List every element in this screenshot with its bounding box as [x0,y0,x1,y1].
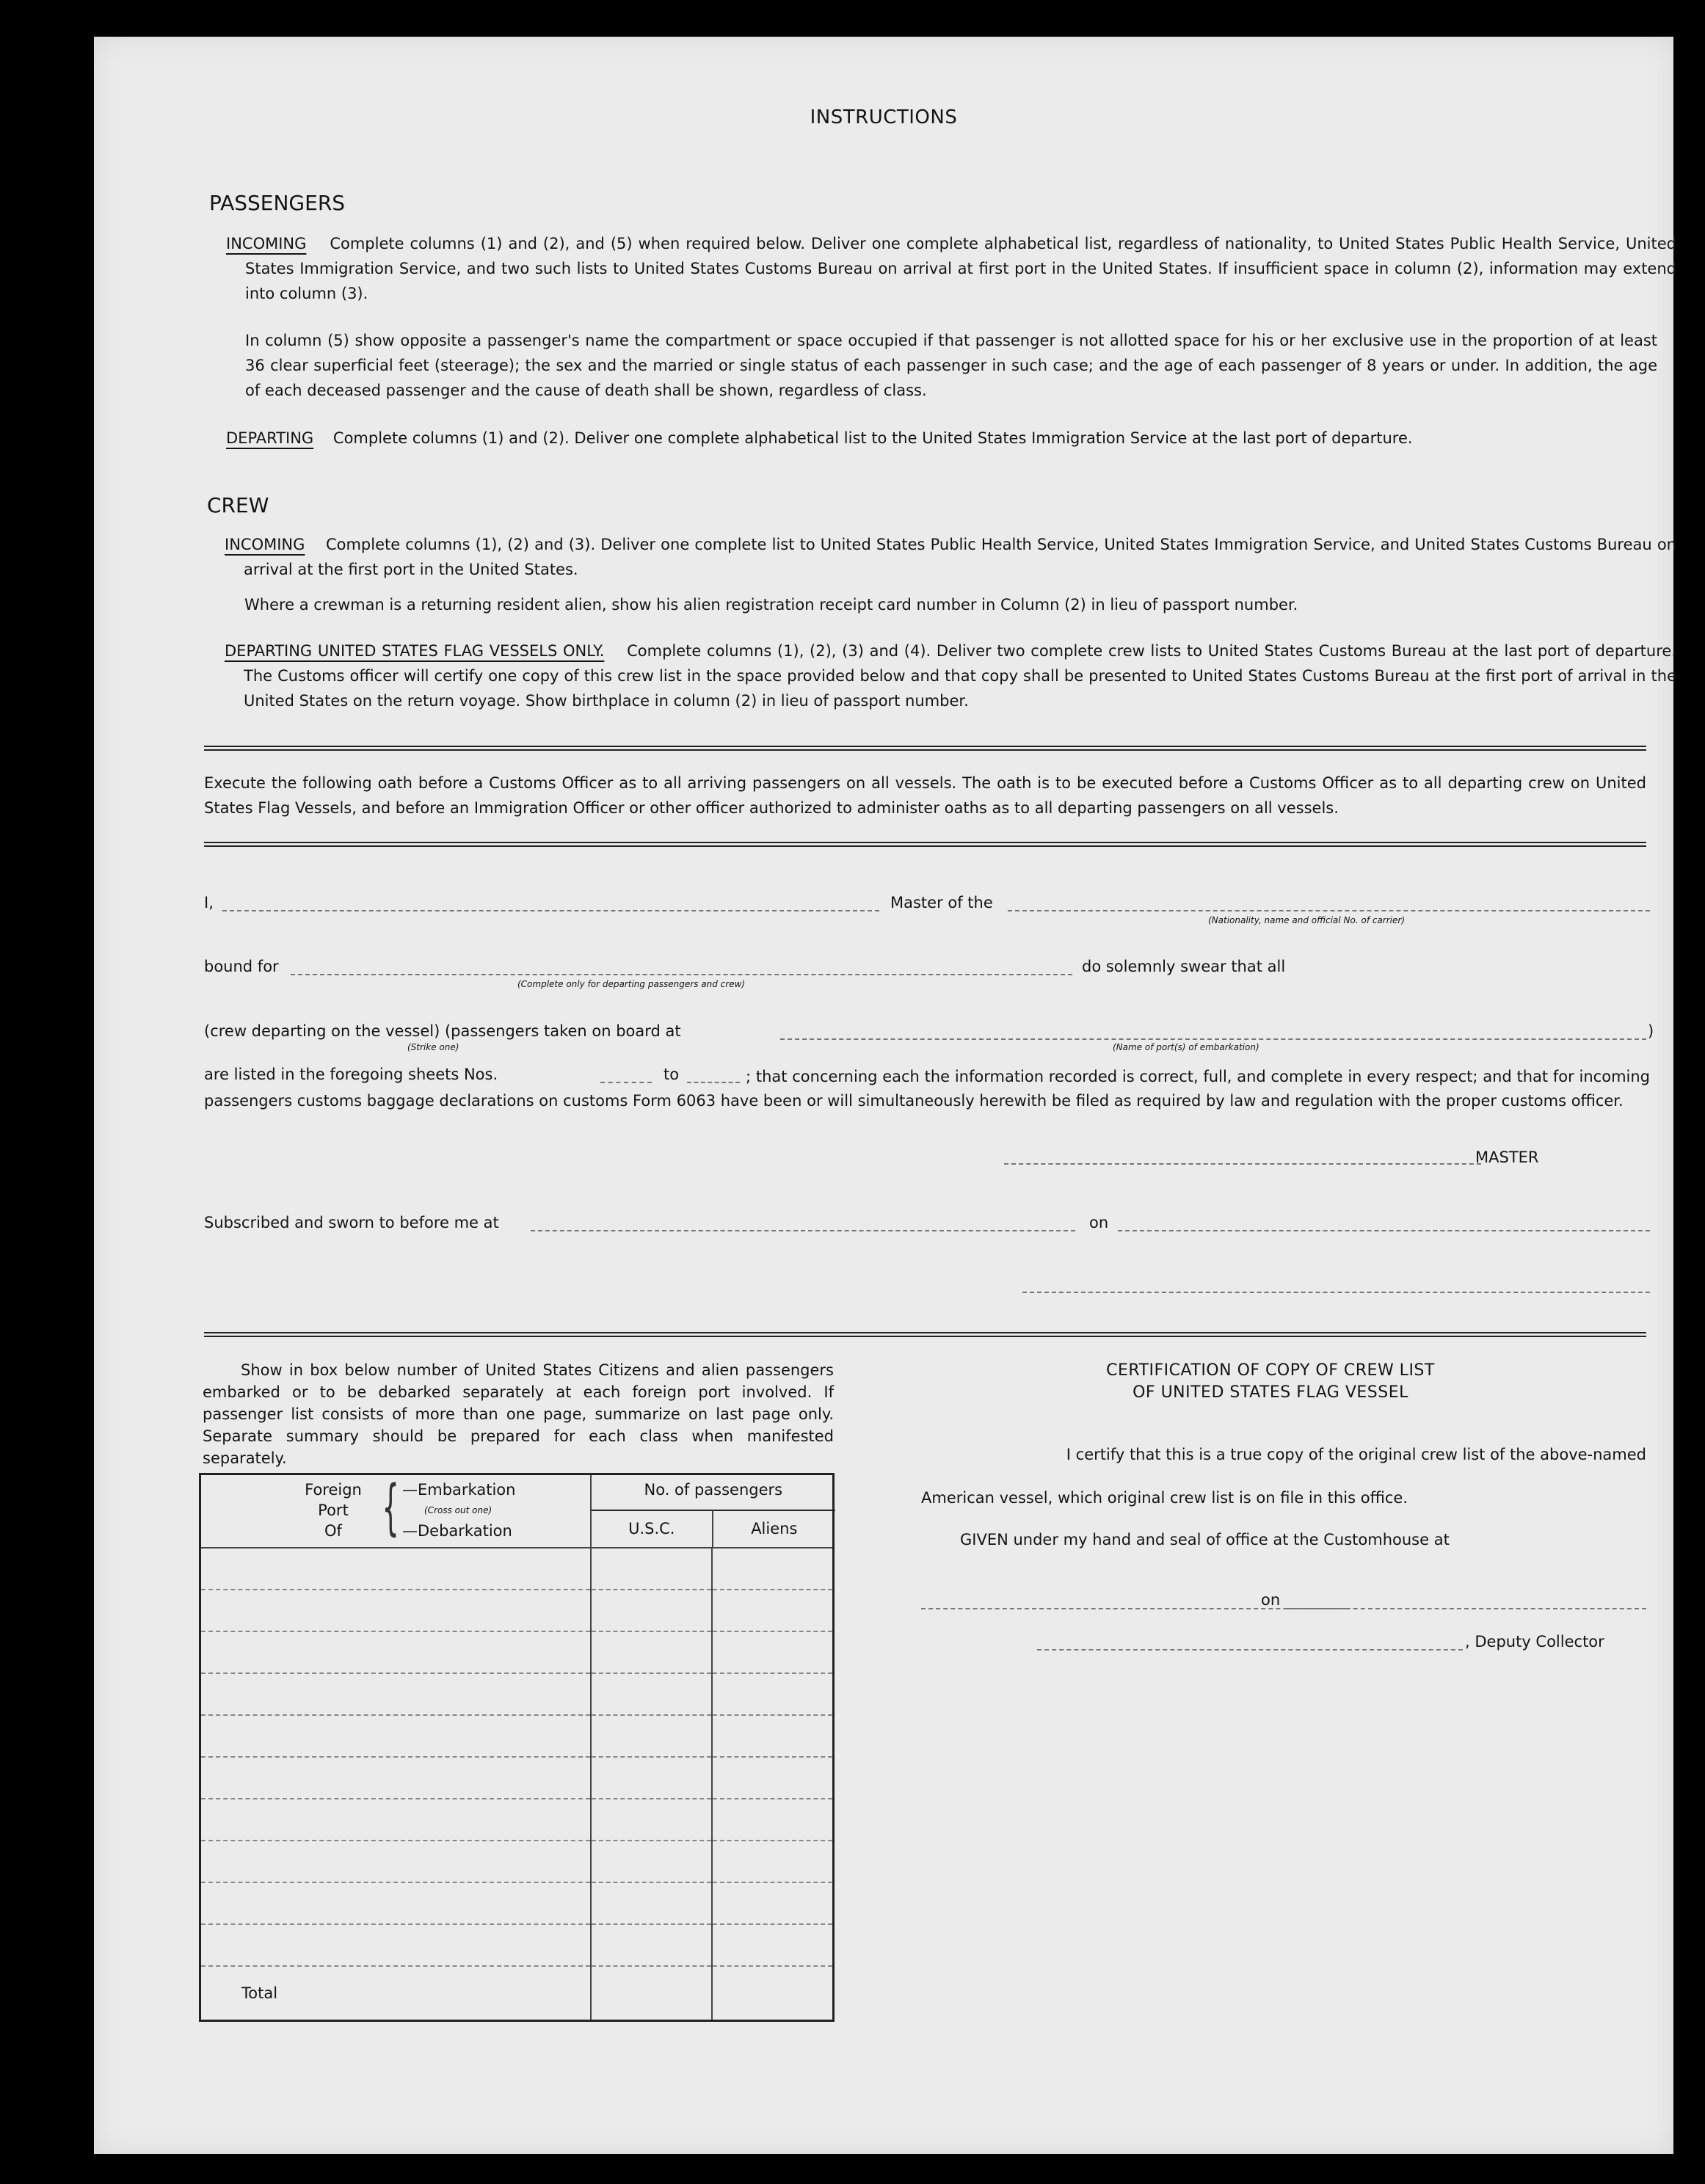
certification-heading-line1: CERTIFICATION OF COPY OF CREW LIST [1106,1361,1435,1380]
port-cell[interactable] [200,1799,591,1841]
aliens-cell[interactable] [712,1715,833,1757]
listed-prefix: are listed in the foregoing sheets Nos. [204,1066,498,1083]
passengers-heading: PASSENGERS [209,191,346,215]
customhouse-place-field[interactable] [921,1608,1347,1609]
crew-departing-label: DEPARTING UNITED STATES FLAG VESSELS ONLY. [225,642,605,660]
oath-i-label: I, [204,894,214,911]
deputy-collector-label: , Deputy Collector [1465,1633,1604,1650]
port-cell[interactable] [200,1757,591,1799]
port-cell[interactable] [200,1924,591,1966]
officer-signature-field[interactable] [1022,1292,1650,1293]
aliens-total-cell[interactable] [712,1966,833,2021]
no-passengers-label: No. of passengers [644,1481,783,1499]
crew-departing-text-line: (crew departing on the vessel) (passengers taken on board at [204,1022,681,1040]
divider-bottom [204,1332,1646,1337]
crew-incoming-text: Complete columns (1), (2) and (3). Deliver one complete list to United States Public Health Service, United States Immigration Service, and United States Customs Bureau on arrival at the first port in the United States. [244,536,1676,578]
foreign-port-header [200,1474,591,1548]
port-cell[interactable] [200,1631,591,1673]
master-of-the-label: Master of the [890,894,993,911]
master-label: MASTER [1475,1149,1539,1166]
bound-for-label: bound for [204,958,279,975]
aliens-cell[interactable] [712,1841,833,1882]
swear-text: do solemnly swear that all [1082,958,1286,975]
passengers-incoming-text: Complete columns (1) and (2), and (5) when required below. Deliver one complete alphabetical list, regardless of nationality, to United States Public Health Service, United States Immigration Service, and two such lists to United States Customs Bureau on arrival at first port in the United States. If insufficient space in column (2), information may extend into column (3). [245,235,1676,302]
embarkation-label: —Embarkation [402,1481,516,1499]
passenger-summary-table [199,1473,835,2022]
certification-date-field[interactable] [1287,1608,1646,1609]
usc-cell[interactable] [591,1841,712,1882]
certification-heading-line2: OF UNITED STATES FLAG VESSEL [1133,1383,1408,1402]
usc-cell[interactable] [591,1757,712,1799]
passengers-departing-paragraph [226,426,1676,451]
summary-row [200,1841,834,1882]
listed-rest-text: ; that concerning each the information recorded is correct, full, and complete in every respect; and that for incoming passengers customs baggage declarations on customs Form 6063 have been or will simultaneously herewith be filed as required by law and regulation with the proper customs officer. [204,1068,1650,1110]
usc-cell[interactable] [591,1590,712,1631]
oath-intro-paragraph: Execute the following oath before a Customs Officer as to all arriving passengers on all vessels. The oath is to be executed before a Customs Officer as to all departing crew on United States Flag Vessels, and before an Immigration Officer or other officer authorized to administer oaths as to all departing passengers on all vessels. [204,774,1646,817]
divider-top [204,746,1646,751]
usc-cell[interactable] [591,1799,712,1841]
carrier-note: (Nationality, name and official No. of carrier) [1208,915,1406,925]
usc-cell[interactable] [591,1924,712,1966]
to-label: to [664,1066,680,1083]
deputy-signature-field[interactable] [1037,1649,1463,1650]
port-cell[interactable] [200,1590,591,1631]
passengers-column5-paragraph: In column (5) show opposite a passenger's name the compartment or space occupied if that passenger is not allotted space for his or her exclusive use in the proportion of at least 36 clear superficial feet (steerage); the sex and the married or single status of each passenger in such case; and the age of each passenger of 8 years or under. In addition, the age of each deceased passenger and the cause of death shall be shown, regardless of class. [245,332,1657,399]
aliens-cell[interactable] [712,1631,833,1673]
document-page [94,37,1676,2154]
summary-row [200,1799,834,1841]
summary-instructions: Show in box below number of United States Citizens and alien passengers embarked or to be debarked separately at each foreign port involved. If passenger list consists of more than one page, summarize on last page only. Separate summary should be prepared for each class when manifested separately. [203,1361,834,1467]
port-label: Port [318,1502,349,1519]
usc-cell[interactable] [591,1715,712,1757]
strike-one-note: (Strike one) [407,1042,459,1052]
usc-cell[interactable] [591,1548,712,1590]
summary-row [200,1590,834,1631]
aliens-cell[interactable] [712,1757,833,1799]
subscribed-on-label: on [1089,1214,1109,1231]
passengers-incoming-label: INCOMING [226,235,307,252]
summary-row [200,1924,834,1966]
usc-total-cell[interactable] [591,1966,712,2021]
divider-middle [204,842,1646,847]
summary-row [200,1548,834,1590]
port-cell[interactable] [200,1715,591,1757]
ports-of-embarkation-field[interactable] [780,1038,1646,1040]
certification-on-label: on [1261,1591,1281,1609]
crew-incoming-paragraph [225,532,1676,582]
usc-label: U.S.C. [592,1510,713,1547]
of-label: Of [324,1522,342,1540]
aliens-cell[interactable] [712,1590,833,1631]
crew-departing-paragraph [225,638,1676,713]
given-line: GIVEN under my hand and seal of office at the Customhouse at [960,1531,1450,1548]
aliens-cell[interactable] [712,1799,833,1841]
total-label: Total [200,1966,591,2021]
crew-heading: CREW [207,493,269,517]
summary-row [200,1715,834,1757]
page-title: INSTRUCTIONS [810,106,958,128]
cross-out-note: (Cross out one) [424,1505,492,1515]
passengers-departing-label: DEPARTING [226,429,314,447]
bound-for-field[interactable] [291,974,1072,975]
crew-departing-text: Complete columns (1), (2), (3) and (4). Deliver two complete crew lists to United States Customs Bureau at the last port of departure. The Customs officer will certify one copy of this crew list in the space provided below and that copy shall be presented to United States Customs Bureau at the first port of arrival in the United States on the return voyage. Show birthplace in column (2) in lieu of passport number. [244,642,1676,710]
summary-row [200,1757,834,1799]
close-paren: ) [1648,1022,1654,1040]
aliens-cell[interactable] [712,1924,833,1966]
certify-line1: I certify that this is a true copy of the original crew list of the above-named [1066,1446,1646,1463]
aliens-cell[interactable] [712,1548,833,1590]
ports-note: (Name of port(s) of embarkation) [1113,1042,1259,1052]
bound-for-note: (Complete only for departing passengers and crew) [517,979,746,989]
passengers-header [591,1474,834,1548]
subscribed-label: Subscribed and sworn to before me at [204,1214,499,1231]
summary-row [200,1673,834,1715]
passengers-incoming-paragraph [226,231,1676,306]
master-name-field[interactable] [222,910,879,911]
port-cell[interactable] [200,1548,591,1590]
crew-resident-paragraph: Where a crewman is a returning resident alien, show his alien registration receipt card number in Column (2) in lieu of passport number. [244,596,1298,614]
brace-icon: { [382,1473,399,1543]
debarkation-label: —Debarkation [402,1522,512,1540]
usc-cell[interactable] [591,1631,712,1673]
certify-line2: American vessel, which original crew list is on file in this office. [921,1489,1408,1507]
crew-incoming-label: INCOMING [225,536,305,553]
aliens-cell[interactable] [712,1673,833,1715]
aliens-label: Aliens [751,1520,798,1537]
port-cell[interactable] [200,1841,591,1882]
usc-cell[interactable] [591,1882,712,1924]
passengers-departing-text: Complete columns (1) and (2). Deliver one complete alphabetical list to the United States Immigration Service at the last port of departure. [332,429,1413,447]
port-cell[interactable] [200,1882,591,1924]
total-row [200,1966,834,2021]
port-cell[interactable] [200,1673,591,1715]
summary-row [200,1631,834,1673]
carrier-field[interactable] [1008,910,1650,911]
usc-cell[interactable] [591,1673,712,1715]
master-signature-field[interactable] [1004,1163,1481,1165]
foreign-label: Foreign [305,1481,362,1499]
subscribed-date-field[interactable] [1118,1230,1650,1231]
aliens-cell[interactable] [712,1882,833,1924]
subscribed-place-field[interactable] [531,1230,1075,1231]
summary-row [200,1882,834,1924]
